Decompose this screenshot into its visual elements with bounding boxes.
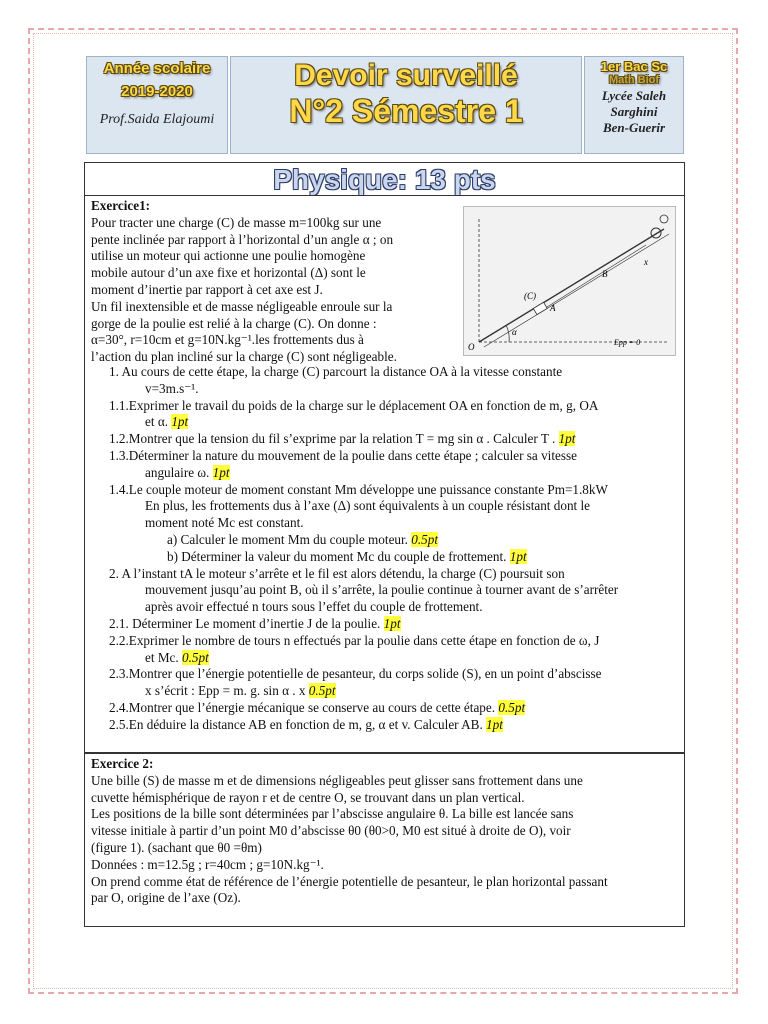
- question-line: et Mc. 0.5pt: [145, 649, 209, 665]
- question-line: après avoir effectué n tours sous l’effet du couple de frottement.: [145, 599, 483, 615]
- question-line: mouvement jusqu’au point B, où il s’arrête, la poulie continue à tourner avant de s’arrêter: [145, 582, 619, 598]
- question-line: b) Déterminer la valeur du moment Mc du couple de frottement. 1pt: [167, 548, 527, 564]
- exercise-1-questions: [91, 364, 681, 734]
- question-line: 2.1. Déterminer Le moment d’inertie J de la poulie. 1pt: [109, 615, 401, 631]
- points-badge: 1pt: [171, 414, 189, 430]
- exercise-2-content: Exercice 2: Une bille (S) de masse m et de dimensions négligeables peut glisser sans frottement dans une cuvette hémisphérique de rayon r et de centre O, se trouvant dans un plan vertical. Les positions de la bille sont déterminées par l’abscisse angulaire θ. La bille est lancée sans vitesse initiale à partir d’un point M0 d’abscisse θ0 (θ0>0, M0 est situé à droite de O), voir (figure 1). (sachant que θ0 =θm) Données : m=12.5g ; r=40cm ; g=10N.kg⁻¹. On prend comme état de référence de l’énergie potentielle de pesanteur, le plan horizontal passant par O, origine de l’axe (Oz).: [91, 756, 681, 907]
- inclined-plane-figure: [463, 206, 676, 356]
- points-badge: 1pt: [383, 615, 401, 631]
- figure-label-a: A: [550, 303, 556, 313]
- exercise-1-intro: Exercice1: Pour tracter une charge (C) de masse m=100kg sur une pente inclinée par rapport à l’horizontal d’un angle α ; on utilise un moteur qui actionne une poulie homogène mobile autour d’un axe fixe et horizontal (Δ) sont le moment d’inertie par rapport à cet axe est J. Un fil inextensible et de masse négligeable enroule sur la gorge de la poulie est relié à la charge (C). On donne : α=30°, r=10cm et g=10N.kg⁻¹.les frottements dus à l’action du plan incliné sur la charge (C) sont négligeable.: [91, 198, 463, 366]
- class-stream: Math Biof: [608, 74, 660, 86]
- question-line: et α. 1pt: [145, 414, 189, 430]
- figure-label-alpha: α: [512, 327, 517, 337]
- question-line: 2.3.Montrer que l’énergie potentielle de pesanteur, du corps solide (S), en un point d’abscisse: [109, 666, 602, 682]
- exercise-2-title: Exercice 2:: [91, 756, 154, 771]
- school-name: Lycée Saleh Sarghini Ben-Guerir: [601, 88, 667, 135]
- points-badge: 1pt: [509, 548, 527, 564]
- exam-title: Devoir surveillé: [294, 59, 518, 92]
- question-line: angulaire ω. 1pt: [145, 464, 230, 480]
- figure-label-b: B: [602, 269, 608, 279]
- question-line: 2.5.En déduire la distance AB en fonction de m, g, α et v. Calculer AB. 1pt: [109, 716, 503, 732]
- section-title-box: [84, 162, 685, 196]
- figure-label-x: x: [644, 257, 648, 267]
- question-line: 1. Au cours de cette étape, la charge (C) parcourt la distance OA à la vitesse constante: [109, 364, 563, 379]
- exercise-1-title: Exercice1:: [91, 198, 151, 213]
- points-badge: 0.5pt: [498, 699, 526, 715]
- question-line: moment noté Mc est constant.: [145, 515, 304, 531]
- question-line: v=3m.s⁻¹.: [145, 380, 199, 396]
- figure-label-c: (C): [524, 291, 536, 301]
- section-title: Physique: 13 pts: [273, 164, 496, 195]
- question-line: 1.3.Déterminer la nature du mouvement de la poulie dans cette étape ; calculer sa vitesse: [109, 447, 577, 463]
- question-line: 1.4.Le couple moteur de moment constant Mm développe une puissance constante Pm=1.8kW: [109, 481, 608, 497]
- points-badge: 1pt: [486, 716, 503, 732]
- points-badge: 0.5pt: [182, 649, 209, 665]
- question-line: a) Calculer le moment Mm du couple moteur. 0.5pt: [167, 531, 439, 547]
- question-line: 2.4.Montrer que l’énergie mécanique se conserve au cours de cette étape. 0.5pt: [109, 699, 526, 715]
- figure-label-epp: Epp = 0: [614, 338, 641, 347]
- question-line: 2. A l’instant tA le moteur s’arrête et le fil est alors détendu, la charge (C) poursuit son: [109, 565, 565, 581]
- points-badge: 0.5pt: [411, 531, 439, 547]
- exam-number: N°2 Sémestre 1: [289, 93, 523, 129]
- points-badge: 1pt: [212, 464, 230, 480]
- teacher-name: Prof.Saida Elajoumi: [99, 112, 215, 127]
- question-line: 1.2.Montrer que la tension du fil s’exprime par la relation T = mg sin α . Calculer T . 1pt: [109, 431, 576, 447]
- header-year-box: [86, 56, 228, 154]
- points-badge: 0.5pt: [308, 683, 336, 699]
- question-line: 1.1.Exprimer le travail du poids de la charge sur le déplacement OA en fonction de m, g, OA: [109, 397, 599, 413]
- question-line: x s’écrit : Epp = m. g. sin α . x 0.5pt: [145, 683, 336, 699]
- header-title-box: [230, 56, 582, 154]
- figure-label-o: O: [468, 342, 475, 352]
- exercise-1: [84, 195, 685, 753]
- question-line: En plus, les frottements dus à l’axe (Δ) sont équivalents à un couple résistant dont le: [145, 498, 591, 514]
- school-year-label: Année scolaire: [103, 60, 211, 77]
- question-line: 2.2.Exprimer le nombre de tours n effectués par la poulie dans cette étape en fonction de ω, J: [109, 632, 600, 648]
- header-school-box: [584, 56, 684, 154]
- exercise-2: [84, 753, 685, 927]
- school-year: 2019-2020: [121, 83, 193, 100]
- class-level: 1er Bac Sc: [600, 59, 668, 74]
- points-badge: 1pt: [558, 431, 576, 447]
